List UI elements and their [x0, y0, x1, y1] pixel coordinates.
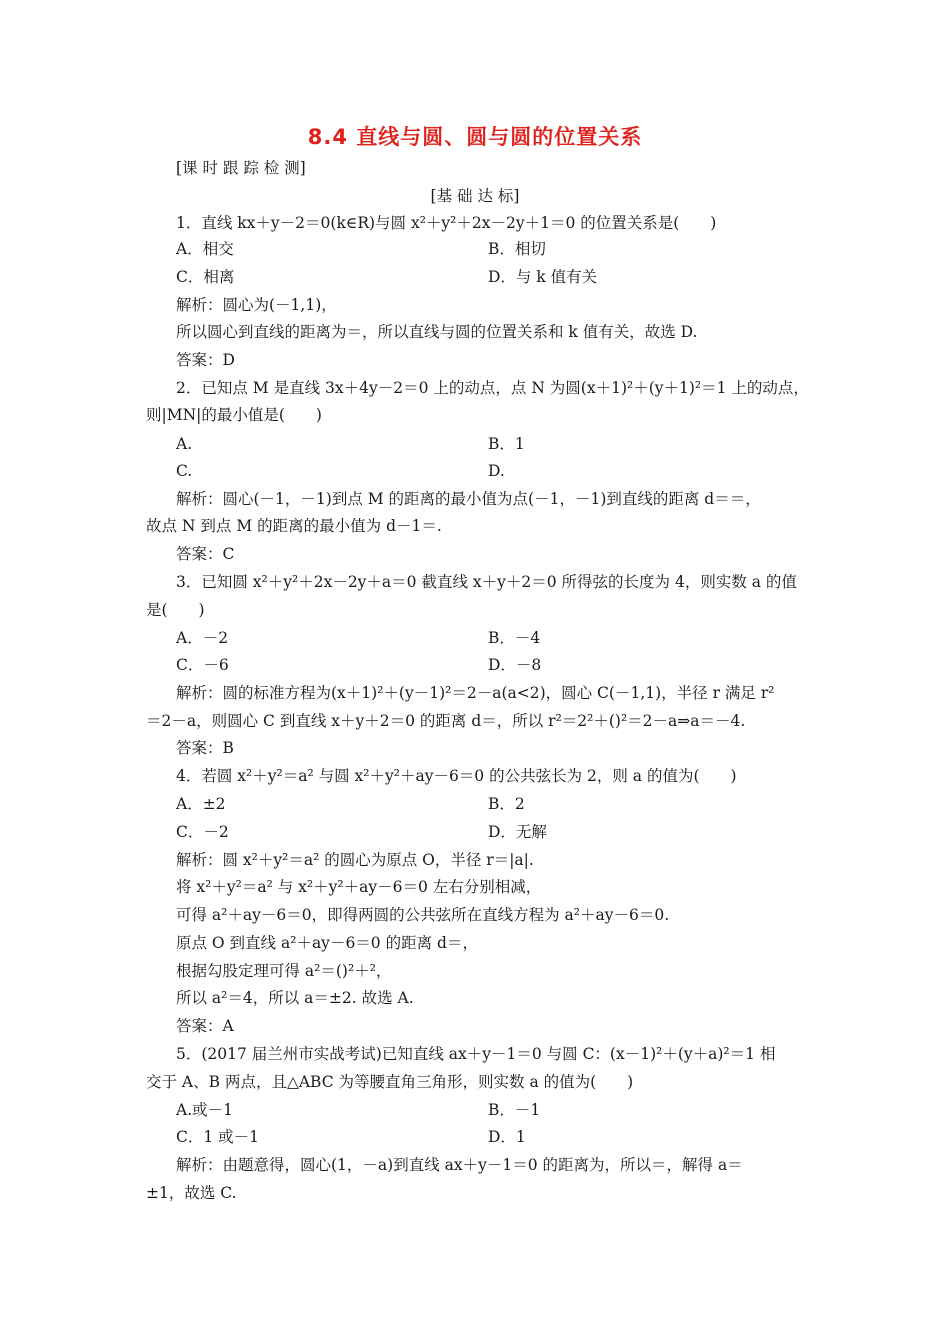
question-2-option-d: D. [488, 462, 505, 480]
question-3-solution: 解析：圆的标准方程为(x＋1)²＋(y－1)²＝2－a(a<2)，圆心 C(－1,1)，半径 r 满足 r² [176, 684, 775, 702]
question-5-option-a: A.或－1 [176, 1101, 233, 1119]
question-5-solution: 解析：由题意得，圆心(1，－a)到直线 ax＋y－1＝0 的距离为，所以＝，解得 a＝ [176, 1156, 743, 1174]
page-title: 8.4 直线与圆、圆与圆的位置关系 [307, 125, 643, 149]
question-4-option-a: A．±2 [176, 795, 226, 813]
question-4-answer: 答案：A [176, 1017, 234, 1035]
question-3-option-d: D．－8 [488, 656, 542, 674]
question-3-stem: 3．已知圆 x²＋y²＋2x－2y＋a＝0 截直线 x＋y＋2＝0 所得弦的长度为 4，则实数 a 的值 [176, 573, 797, 591]
question-2-solution: 解析：圆心(－1，－1)到点 M 的距离的最小值为点(－1，－1)到直线的距离 d＝＝， [176, 490, 761, 508]
section-heading: [基 础 达 标] [430, 187, 520, 205]
question-1-stem: 1．直线 kx＋y－2＝0(k∈R)与圆 x²＋y²＋2x－2y＋1＝0 的位置关系是( ) [176, 214, 717, 232]
question-1-solution: 所以圆心到直线的距离为＝，所以直线与圆的位置关系和 k 值有关，故选 D. [176, 323, 698, 341]
question-1-option-d: D．与 k 值有关 [488, 268, 598, 286]
question-2-option-c: C. [176, 462, 193, 480]
question-3-stem: 是( ) [146, 601, 205, 619]
question-4-stem: 4．若圆 x²＋y²＝a² 与圆 x²＋y²＋ay－6＝0 的公共弦长为 2，则 a 的值为( ) [176, 767, 737, 785]
question-4-solution: 将 x²＋y²＝a² 与 x²＋y²＋ay－6＝0 左右分别相减， [176, 878, 542, 896]
question-5-option-c: C．1 或－1 [176, 1128, 260, 1146]
question-5-option-d: D．1 [488, 1128, 526, 1146]
question-1-option-c: C．相离 [176, 268, 235, 286]
question-2-stem: 2．已知点 M 是直线 3x＋4y－2＝0 上的动点，点 N 为圆(x＋1)²＋(y＋1)²＝1 上的动点， [176, 379, 809, 397]
question-3-option-c: C．－6 [176, 656, 229, 674]
question-4-option-b: B．2 [488, 795, 525, 813]
question-2-stem: 则|MN|的最小值是( ) [146, 406, 322, 424]
question-1-option-a: A．相交 [176, 240, 234, 258]
question-4-solution: 解析：圆 x²＋y²＝a² 的圆心为原点 O，半径 r＝|a|. [176, 851, 534, 869]
question-5-stem: 5．(2017 届兰州市实战考试)已知直线 ax＋y－1＝0 与圆 C：(x－1)²＋(y＋a)²＝1 相 [176, 1045, 776, 1063]
question-4-solution: 所以 a²＝4，所以 a＝±2. 故选 A. [176, 989, 414, 1007]
question-3-solution: ＝2－a，则圆心 C 到直线 x＋y＋2＝0 的距离 d＝，所以 r²＝2²＋()²＝2－a⇒a＝－4. [146, 712, 746, 730]
subtitle: [课 时 跟 踪 检 测] [176, 159, 306, 177]
question-5-solution: ±1，故选 C. [146, 1184, 237, 1202]
question-4-option-d: D．无解 [488, 823, 547, 841]
question-1-answer: 答案：D [176, 351, 235, 369]
question-1-solution: 解析：圆心为(－1,1)， [176, 296, 337, 314]
question-2-solution: 故点 N 到点 M 的距离的最小值为 d－1＝. [146, 517, 442, 535]
question-3-option-b: B．－4 [488, 629, 541, 647]
question-4-solution: 可得 a²＋ay－6＝0，即得两圆的公共弦所在直线方程为 a²＋ay－6＝0. [176, 906, 670, 924]
question-4-option-c: C．－2 [176, 823, 229, 841]
question-2-option-b: B．1 [488, 435, 525, 453]
question-4-solution: 原点 O 到直线 a²＋ay－6＝0 的距离 d＝， [176, 934, 478, 952]
question-5-stem: 交于 A、B 两点，且△ABC 为等腰直角三角形，则实数 a 的值为( ) [146, 1073, 634, 1091]
question-3-option-a: A．－2 [176, 629, 229, 647]
question-5-option-b: B．－1 [488, 1101, 541, 1119]
question-3-answer: 答案：B [176, 739, 234, 757]
question-1-option-b: B．相切 [488, 240, 546, 258]
question-2-option-a: A. [176, 435, 193, 453]
question-4-solution: 根据勾股定理可得 a²＝()²＋²， [176, 962, 392, 980]
question-2-answer: 答案：C [176, 545, 235, 563]
